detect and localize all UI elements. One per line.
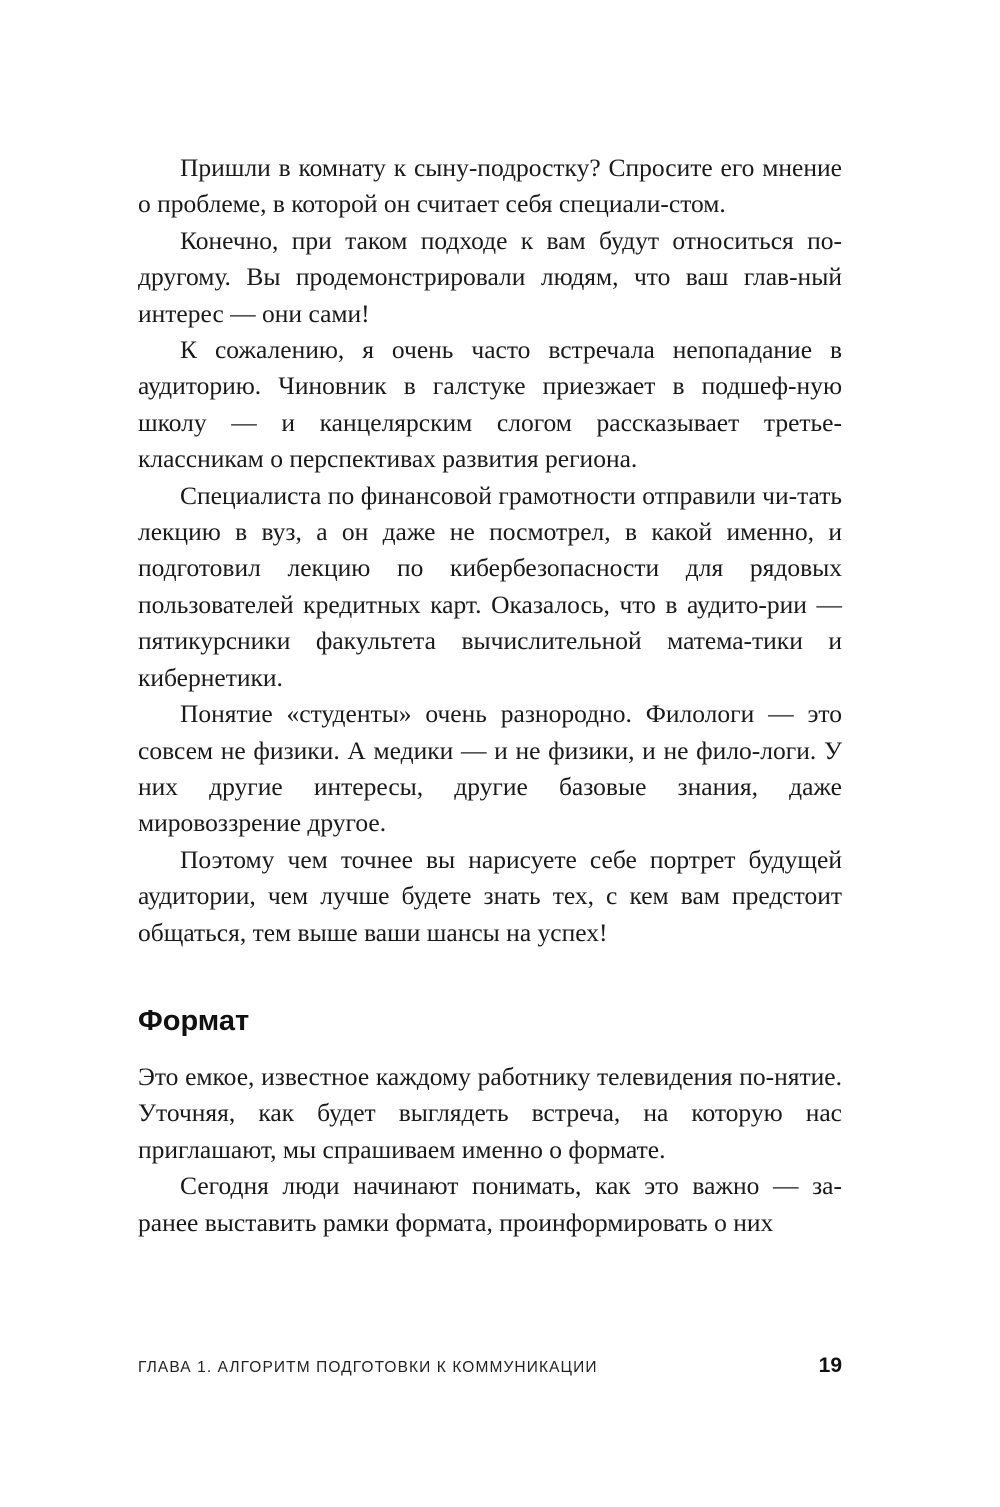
- paragraph-audience-portrait: Поэтому чем точнее вы нарисуете себе портрет будущей аудитории, чем лучше будете знать тех, с кем вам предстоит общаться, тем выше ваши шансы на успех!: [138, 844, 842, 947]
- page-footer: [138, 1354, 842, 1378]
- paragraph-audience-miss: К сожалению, я очень часто встречала непопадание в аудиторию. Чиновник в галстуке приезжает в подшеф-ную школу — и канцелярским слогом рассказывает третье-классникам о перспективах развития региона.: [138, 335, 842, 474]
- paragraph-finance-specialist: Специалиста по финансовой грамотности отправили чи-тать лекцию в вуз, а он даже не посмотрел, в какой именно, и подготовил лекцию по кибербезопасности для рядовых пользователей кредитных карт. Оказалось, что в аудито-рии — пятикурсники факультета вычислительной матема-тики и кибернетики.: [138, 480, 842, 692]
- paragraph-teen-son: Пришли в комнату к сыну-подростку? Спросите его мнение о проблеме, в которой он считает себя специали-стом.: [138, 153, 842, 219]
- section-heading-format: Формат: [138, 1004, 250, 1037]
- paragraph-format-definition: Это емкое, известное каждому работнику телевидения по-нятие. Уточняя, как будет выглядеть встреча, на которую нас приглашают, мы спрашиваем именно о формате.: [138, 1061, 842, 1164]
- paragraph-students-concept: Понятие «студенты» очень разнородно. Филологи — это совсем не физики. А медики — и не физики, и не фило-логи. У них другие интересы, другие базовые знания, даже мировоззрение другое.: [138, 699, 842, 838]
- running-head: ГЛАВА 1. АЛГОРИТМ ПОДГОТОВКИ К КОММУНИКАЦИИ: [138, 1359, 598, 1376]
- paragraph-format-importance: Сегодня люди начинают понимать, как это важно — за-ранее выставить рамки формата, проинформировать о них: [138, 1171, 842, 1237]
- page-number: 19: [818, 1354, 842, 1377]
- page-body: [138, 150, 842, 1241]
- paragraph-different-attitude: Конечно, при таком подходе к вам будут относиться по-другому. Вы продемонстрировали людям, что ваш глав-ный интерес — они сами!: [138, 225, 842, 328]
